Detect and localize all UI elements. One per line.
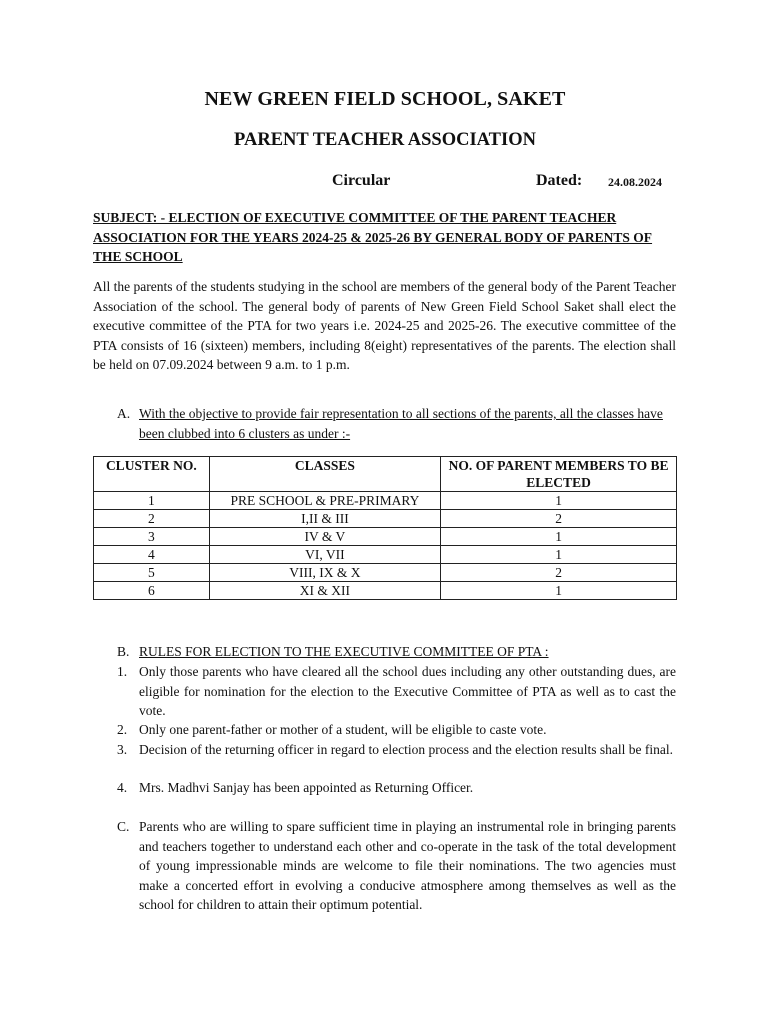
cluster-no-cell: 4	[94, 546, 210, 564]
header-cluster-no: CLUSTER NO.	[94, 457, 210, 492]
rule-item	[93, 662, 676, 721]
table-header-row	[94, 457, 677, 492]
section-c-label: C.	[117, 819, 130, 834]
section-c-text: Parents who are willing to spare sufficient time in playing an instrumental role in bringing parents and teachers together to understand each other and co-operate in the task of the total development of young impressionable minds are welcome to file their nominations. The two agencies must make a concerted effort in evolving a conducive atmosphere among themselves as well as the school for children to attain their optimum potential.	[139, 819, 676, 912]
section-c	[93, 817, 676, 915]
classes-cell: VIII, IX & X	[209, 564, 440, 582]
classes-cell: PRE SCHOOL & PRE-PRIMARY	[209, 492, 440, 510]
circular-date: 24.08.2024	[608, 175, 662, 189]
classes-cell: I,II & III	[209, 510, 440, 528]
document-type: Circular	[332, 172, 391, 189]
rule-text: Decision of the returning officer in regard to election process and the election results shall be final.	[139, 742, 673, 757]
cluster-no-cell: 1	[94, 492, 210, 510]
classes-cell: VI, VII	[209, 546, 440, 564]
intro-paragraph: All the parents of the students studying in the school are members of the general body of the Parent Teacher Association of the school. The general body of parents of New Green Field School Saket shall elect the executive committee of the PTA for two years i.e. 2024-25 and 2025-26. The executive committee of the PTA consists of 16 (sixteen) members, including 8(eight) representatives of the parents. The election shall be held on 07.09.2024 between 9 a.m. to 1 p.m.	[93, 279, 676, 372]
section-a-label: A.	[117, 406, 131, 421]
section-b	[93, 642, 676, 662]
association-name: PARENT TEACHER ASSOCIATION	[234, 130, 536, 150]
dated-label: Dated:	[536, 172, 583, 189]
table-row	[94, 546, 677, 564]
section-a	[93, 404, 676, 443]
table-row	[94, 564, 677, 582]
table-row	[94, 510, 677, 528]
classes-cell: IV & V	[209, 528, 440, 546]
section-b-label: B.	[117, 644, 130, 659]
rule-item	[93, 740, 676, 760]
cluster-no-cell: 6	[94, 582, 210, 600]
subject-line: SUBJECT: - ELECTION OF EXECUTIVE COMMITTEE OF THE PARENT TEACHER ASSOCIATION FOR THE YEARS 2024-25 & 2025-26 BY GENERAL BODY OF PARENTS OF THE SCHOOL	[93, 210, 653, 264]
rule-text: Only those parents who have cleared all the school dues including any other outstanding dues, are eligible for nomination for the election to the Executive Committee of PTA as well as to cast the vote.	[139, 664, 676, 718]
rule-item	[93, 720, 676, 740]
cluster-no-cell: 2	[94, 510, 210, 528]
table-row	[94, 492, 677, 510]
header-classes: CLASSES	[209, 457, 440, 492]
cluster-no-cell: 5	[94, 564, 210, 582]
rule-number: 4.	[117, 780, 128, 795]
rule-number: 1.	[117, 664, 128, 679]
rule-number: 3.	[117, 742, 128, 757]
rule-item	[93, 778, 676, 798]
cluster-table	[93, 456, 677, 600]
members-cell: 1	[441, 528, 677, 546]
rule-text: Only one parent-father or mother of a student, will be eligible to caste vote.	[139, 722, 547, 737]
members-cell: 1	[441, 546, 677, 564]
table-row	[94, 528, 677, 546]
members-cell: 1	[441, 492, 677, 510]
members-cell: 2	[441, 510, 677, 528]
classes-cell: XI & XII	[209, 582, 440, 600]
members-cell: 2	[441, 564, 677, 582]
members-cell: 1	[441, 582, 677, 600]
header-parent-members: NO. OF PARENT MEMBERS TO BE ELECTED	[441, 457, 677, 492]
rule-number: 2.	[117, 722, 128, 737]
section-b-heading: RULES FOR ELECTION TO THE EXECUTIVE COMMITTEE OF PTA :	[139, 644, 549, 659]
school-name: NEW GREEN FIELD SCHOOL, SAKET	[204, 88, 566, 110]
rule-text: Mrs. Madhvi Sanjay has been appointed as Returning Officer.	[139, 780, 474, 795]
cluster-no-cell: 3	[94, 528, 210, 546]
table-row	[94, 582, 677, 600]
section-a-text: With the objective to provide fair representation to all sections of the parents, all the classes have been clubbed into 6 clusters as under :-	[139, 406, 663, 441]
